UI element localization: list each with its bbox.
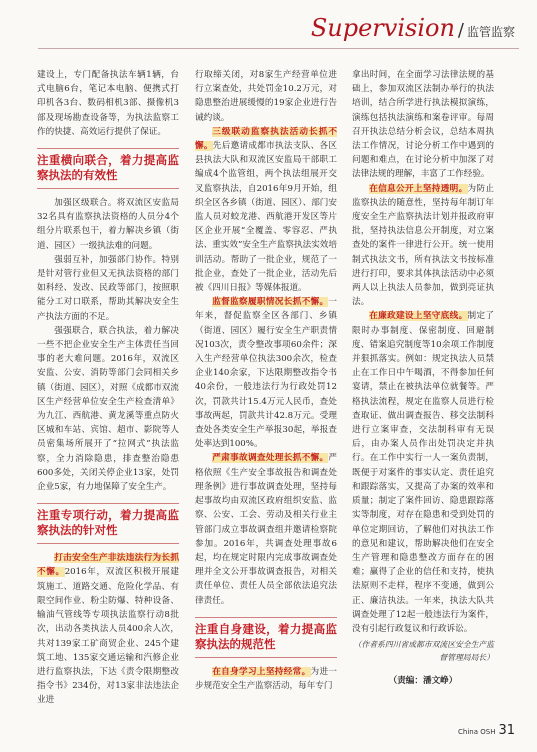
column-1 (37, 68, 179, 708)
highlight-lead: 打击安全生产非法违法行为长抓不懈。 (37, 553, 179, 578)
section-heading: 注重专项行动，着力提高监察执法的针对性 (37, 503, 179, 544)
paragraph (352, 182, 494, 310)
section-title: 监管监察 (466, 25, 515, 39)
paragraph-text: 先后邀请成都市执法支队、各区县执法大队和双流区安监局干部职工编成4个监管组，两个执法组展开交叉监察执法，自2016年9月开始，组织全区各乡镇（街道、园区）、部门安监人员对蛟龙港、西航港开发区等片区企业开展“全覆盖、零容忍、严执法、重实效”安全生产监察执法实效培训活动。帮助了一批企业，规范了一批企业，查处了一批企业，活动先后被《四川日报》等媒体报道。 (195, 141, 337, 294)
paragraph: 行取缔关闭，对8家生产经营单位进行立案查处，共处罚金10.2万元，对隐患整治进展缓慢的19家企业进行告诫约谈。 (195, 70, 337, 123)
paragraph-text: 为进一步规范安全生产监察活动，每年专门 (195, 666, 337, 691)
highlight-lead: 在自身学习上坚持经常。 (212, 666, 311, 677)
highlight-lead: 在廉政建设上坚守底线。 (369, 311, 468, 322)
header-rule (38, 48, 519, 49)
page-number: 31 (498, 723, 515, 738)
highlight-lead: 监督监察履职情况长抓不懈。 (212, 297, 329, 308)
paragraph-text: 2016年，双流区积极开展建筑施工、道路交通、危险化学品、有限空间作业、粉尘防爆、特种设备、输油气管线等专项执法监察行动8批次，出动各类执法人员400余人次，共对139家工矿商贸企业、245个建筑工地、135家交通运输和汽修企业进行监察执法，下达《责令限期整改指令书》234份，对13家非法违法企业进 (37, 567, 179, 706)
section-heading: 注重横向联合，着力提高监察执法的有效性 (37, 148, 179, 189)
section-brand: Supervision (310, 14, 455, 42)
paragraph: 加强区级联合。将双流区安监局32名具有监察执法资格的人员分4个组分片联系包干，着力解决乡镇（街道、园区）一级执法难的问题。 (37, 198, 179, 251)
paragraph-text: 一年来，督促监察全区各部门、乡镇（街道、园区）履行安全生产职责情况103次，责令整改事项60余件；深入生产经营单位执法300余次，检查企业140余家，下达限期整改指令书40余份，一般违法行为行政处罚12次，罚款共计15.4万元人民币，查处事故两起，罚款共计42.8万元。受理查处各类安全生产举报30起，举报查处率达到100%。 (195, 297, 337, 450)
paragraph-text: 制定了限时办事制度、保密制度、回避制度、错案追究制度等10余项工作制度并狠抓落实。例如：规定执法人员禁止在工作日中午喝酒，不得参加任何宴请，禁止在被执法单位就餐等。严格执法流程，规定在监察人员进行检查取证、做出调查报告、移交法制科进行立案审查，交法制科审有无误后，由办案人员作出处罚决定并执行。在工作中实行一人一案负责制，既便于对案件的事实认定、责任追究和跟踪落实，又提高了办案的效率和质量；制定了案件回访、隐患跟踪落实等制度，对存在隐患和受到处罚的单位定期回访，了解他们对执法工作的意见和建议，帮助解决他们在安全生产管理和隐患整改方面存在的困难；赢得了企业的信任和支持，使执法原则不走样，程序不变通，做到公正、廉洁执法。一年来，执法大队共调查处理了12起一般违法行为案件，没有引起行政复议和行政诉讼。 (352, 311, 494, 634)
page-footer (458, 723, 515, 738)
column-2 (195, 68, 337, 693)
paragraph (195, 665, 337, 693)
author-note: （作者系四川省成都市双流区安全生产监督管理局局长） (353, 640, 494, 663)
column-3 (352, 68, 494, 688)
paragraph (352, 309, 494, 636)
paragraph: 建设上，专门配备执法车辆1辆，台式电脑6台，笔记本电脑、便携式打印机各3台、数码相机3部、摄像机3部及现场勘查设备等，为执法监察工作的快捷、高效运行提供了保证。 (37, 70, 179, 137)
paragraph: 强强联合，联合执法，着力解决一些不把企业安全生产主体责任当回事的老大难问题。2016年，双流区安监、公安、消防等部门会同相关乡镇（街道、园区），对照《成都市双流区生产经营单位安全生产检查清单》为九江、西航港、黄龙溪等重点防火区城和车站、宾馆、超市、影院等人员密集场所展开了“拉网式”执法监察，全力消除隐患，排查整治隐患600多处，关闭关停企业13家，处罚企业5家，有力地保障了安全生产。 (37, 325, 179, 493)
editor-credit: （责编：潘文峥） (388, 676, 458, 687)
highlight-lead: 严肃事故调查处理长抓不懈。 (212, 453, 329, 464)
paragraph: 拿出时间，在全面学习法律法规的基础上，参加双流区法制办举行的执法培训，结合所学进行执法模拟演练，演练包括执法演练和案卷评审。每周召开执法总结分析会议，总结本周执法工作情况，讨论分析工作中遇到的问题和难点，在讨论分析中加深了对法律法规的理解，丰富了工作经验。 (352, 70, 494, 180)
highlight-lead: 在信息公开上坚持透明。 (369, 183, 468, 194)
paragraph-text: 严格依照《生产安全事故报告和调查处理条例》进行事故调查处理，坚持每起事故均由双流区政府组织安监、监察、公安、工会、劳动及相关行业主管部门成立事故调查组并邀请检察院参加。2016年，共调查处理事故6起，均在规定时限内完成事故调查处理并全文公开事故调查报告，对相关责任单位、责任人员全部依法追究法律责任。 (195, 453, 337, 606)
paragraph (37, 551, 179, 707)
paragraph (195, 295, 337, 451)
paragraph (195, 125, 337, 295)
paragraph-text: 为防止监察执法的随意性，坚持每年制订年度安全生产监察执法计划并报政府审批，坚持执法信息公开制度，对立案查处的案件一律进行公开。统一使用制式执法文书，所有执法文书按标准进行打印，要求其体执法活动中必须两人以上执法人员参加，做到亮证执法。 (352, 183, 494, 308)
magazine-name: China OSH (458, 728, 496, 736)
page-header (311, 14, 515, 42)
section-heading: 注重自身建设，着力提高监察执法的规范性 (195, 617, 337, 658)
paragraph: 强弱互补，加强部门协作。特别是针对管行业但又无执法资格的部门如科经、发改、民政等部门，按照职能分工对口联系，帮助其解决安全生产执法方面的不足。 (37, 254, 179, 322)
header-slash: / (457, 20, 464, 41)
highlight-lead: 三级联动监察执法活动长抓不懈。 (195, 126, 337, 152)
paragraph (195, 451, 337, 607)
